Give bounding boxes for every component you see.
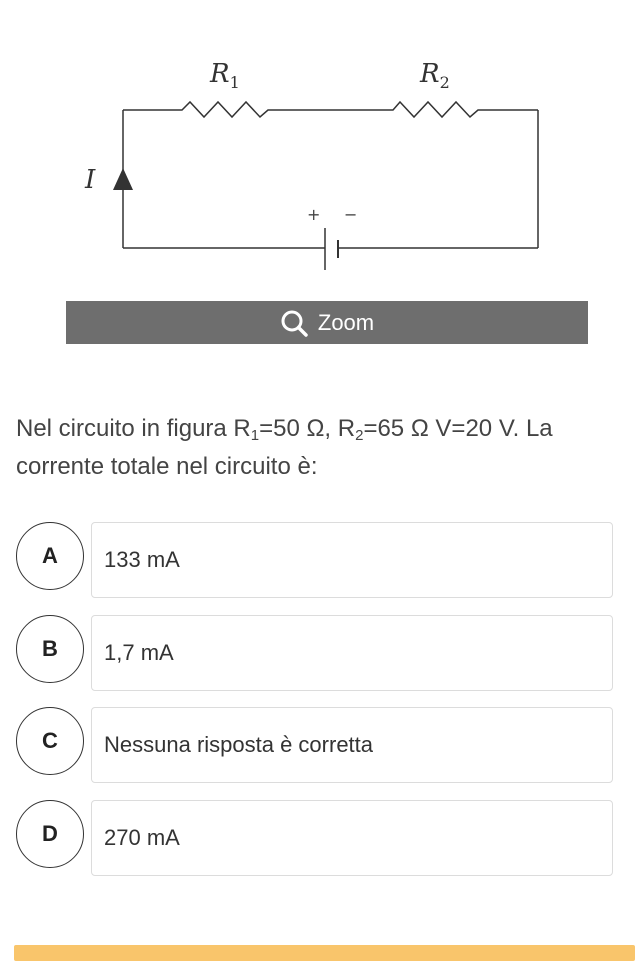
current-label: I [85, 165, 96, 195]
bottom-progress-bar [14, 945, 635, 961]
r1-label: $R_1$ [210, 59, 240, 92]
option-letter: D [16, 800, 84, 868]
option-d[interactable] [16, 800, 614, 878]
option-text: Nessuna risposta è corretta [104, 732, 374, 757]
option-letter: C [16, 707, 84, 775]
option-box[interactable] [91, 800, 613, 876]
circuit-diagram [0, 0, 635, 290]
zoom-label: Zoom [317, 309, 375, 335]
r2-label: $R_2$ [420, 59, 450, 92]
option-c[interactable] [16, 707, 614, 785]
option-box[interactable] [91, 615, 613, 691]
option-box[interactable] [91, 522, 613, 598]
battery-plus-sign: + [307, 205, 321, 224]
option-a[interactable] [16, 522, 614, 600]
resistor-r1 [123, 102, 538, 117]
option-b[interactable] [16, 615, 614, 693]
search-icon [280, 309, 308, 337]
question-text: Nel circuito in figura $R_1=50$ Ω, $R_2=65$ Ω V=20 V. La corrente totale nel circuito è: [16, 415, 553, 480]
option-box[interactable] [91, 707, 613, 783]
zoom-button[interactable] [66, 301, 588, 344]
option-text: 270 mA [104, 825, 180, 850]
battery-minus-sign: − [344, 205, 358, 224]
option-letter: A [16, 522, 84, 590]
current-arrow-icon [113, 168, 133, 190]
option-letter: B [16, 615, 84, 683]
option-text: 133 mA [104, 547, 180, 572]
option-text: 1,7 mA [104, 640, 174, 665]
